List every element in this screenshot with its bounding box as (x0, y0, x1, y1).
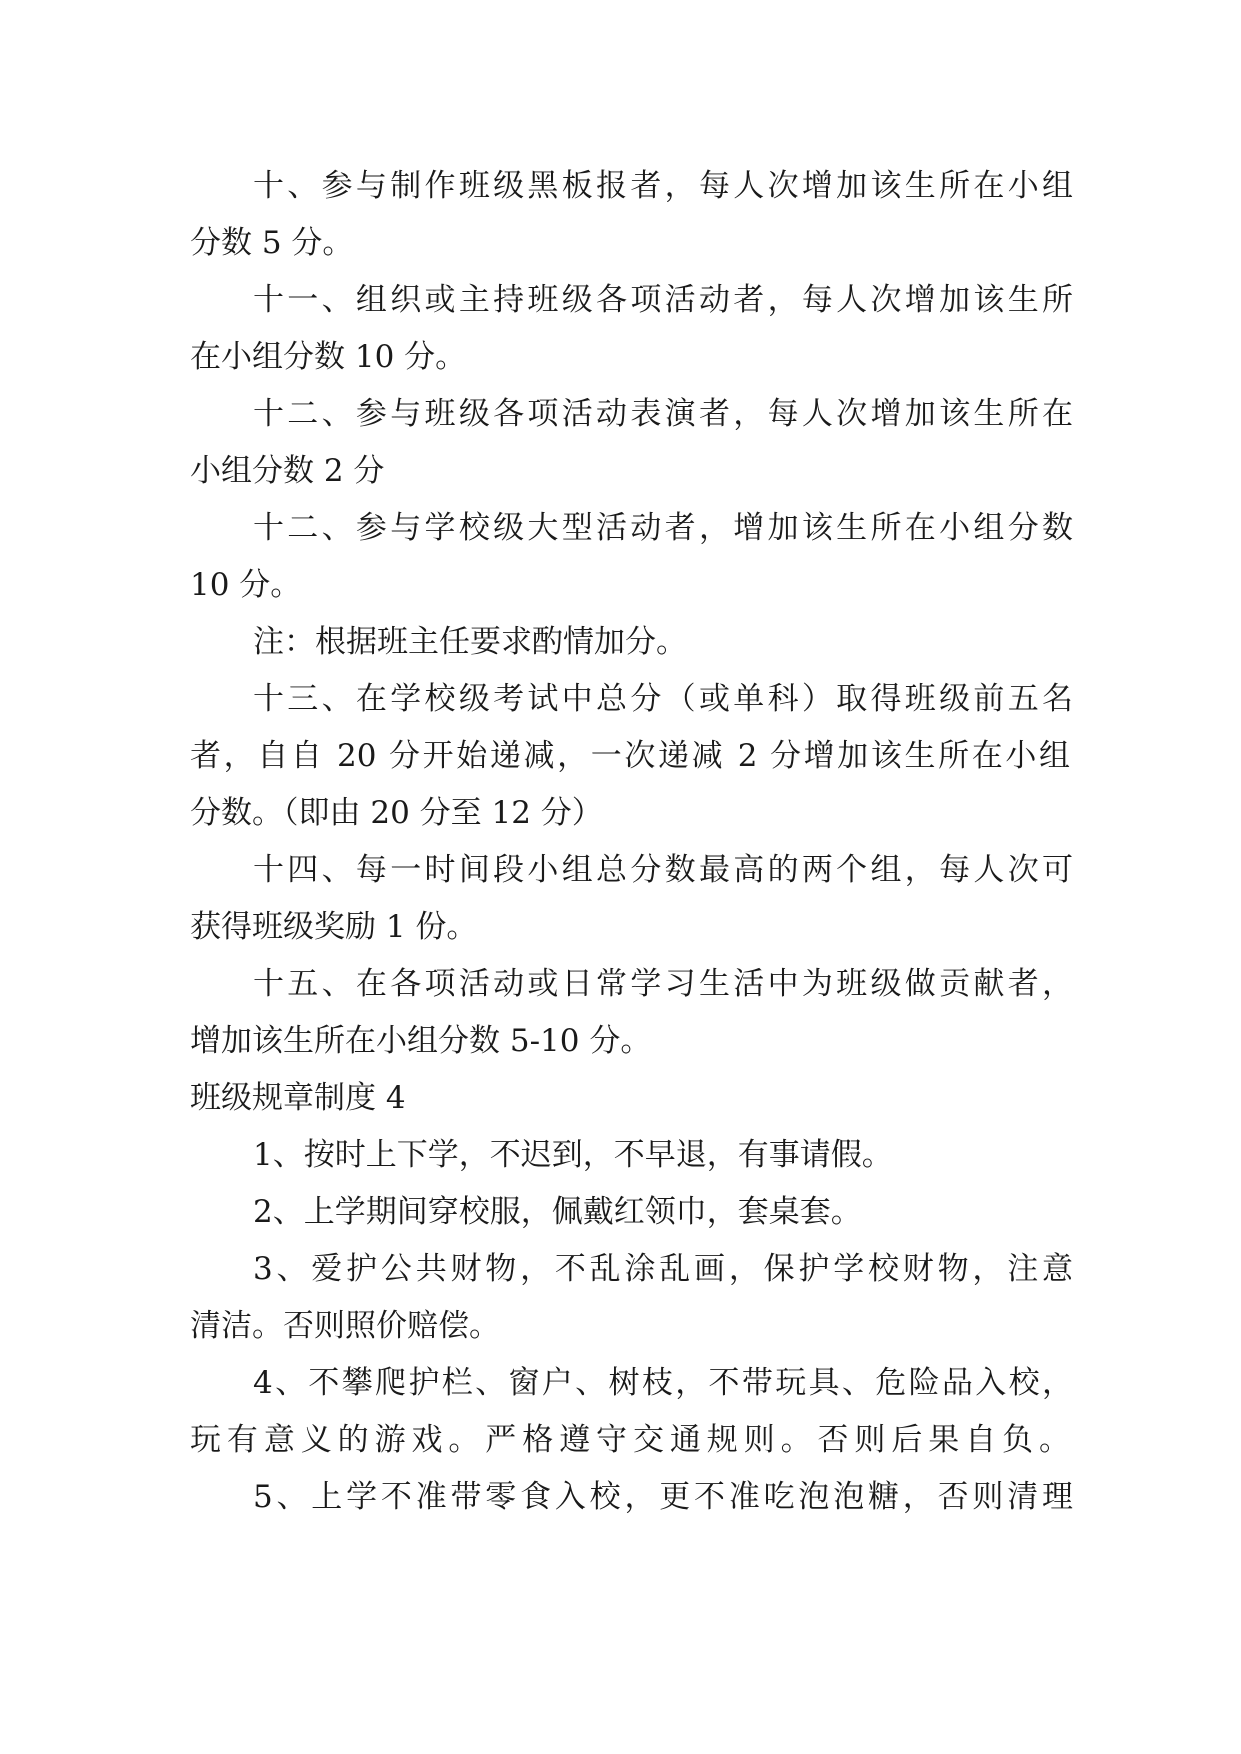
text-line-9: 注：根据班主任要求酌情加分。 (253, 624, 687, 660)
text-line-15: 十五、在各项活动或日常学习生活中为班级做贡献者， (253, 966, 1073, 1002)
text-line-8: 10 分。 (190, 567, 302, 603)
text-line-3: 十一、组织或主持班级各项活动者，每人次增加该生所 (253, 282, 1073, 318)
text-line-10: 十三、在学校级考试中总分（或单科）取得班级前五名 (253, 681, 1073, 717)
text-line-1: 十、参与制作班级黑板报者，每人次增加该生所在小组 (253, 168, 1073, 204)
section-heading: 班级规章制度 4 (190, 1080, 406, 1116)
text-line-2: 分数 5 分。 (190, 225, 354, 261)
text-line-13: 十四、每一时间段小组总分数最高的两个组，每人次可 (253, 852, 1073, 888)
text-line-22: 4、不攀爬护栏、窗户、树枝，不带玩具、危险品入校， (253, 1365, 1073, 1401)
text-line-5: 十二、参与班级各项活动表演者，每人次增加该生所在 (253, 396, 1073, 432)
text-line-12: 分数。（即由 20 分至 12 分） (190, 795, 603, 831)
text-line-24: 5、上学不准带零食入校，更不准吃泡泡糖，否则清理 (253, 1479, 1073, 1515)
text-line-23: 玩有意义的游戏。严格遵守交通规则。否则后果自负。 (190, 1422, 1070, 1458)
text-line-18: 1、按时上下学，不迟到，不早退，有事请假。 (253, 1137, 893, 1173)
text-line-21: 清洁。否则照价赔偿。 (190, 1308, 500, 1344)
text-line-6: 小组分数 2 分 (190, 453, 385, 489)
text-line-14: 获得班级奖励 1 份。 (190, 909, 478, 945)
text-line-4: 在小组分数 10 分。 (190, 339, 467, 375)
text-line-19: 2、上学期间穿校服，佩戴红领巾，套桌套。 (253, 1194, 862, 1230)
text-line-16: 增加该生所在小组分数 5-10 分。 (190, 1023, 652, 1059)
text-line-7: 十二、参与学校级大型活动者，增加该生所在小组分数 (253, 510, 1073, 546)
text-line-20: 3、爱护公共财物，不乱涂乱画，保护学校财物，注意 (253, 1251, 1073, 1287)
text-line-11: 者，自自 20 分开始递减，一次递减 2 分增加该生所在小组 (190, 738, 1070, 774)
